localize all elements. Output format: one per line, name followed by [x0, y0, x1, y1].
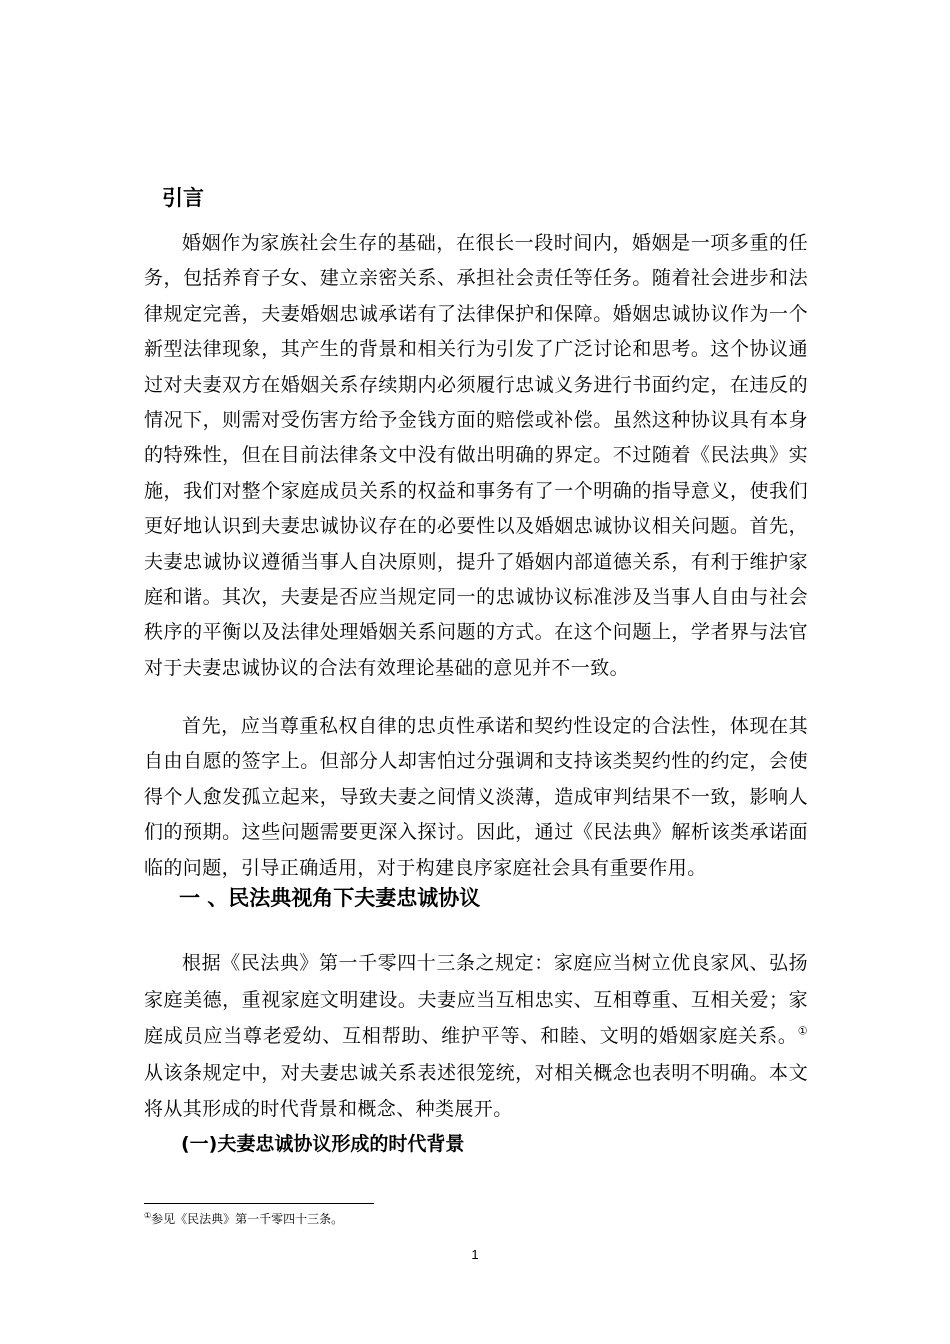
footnote-text: 参见《民法典》第一千零四十三条。: [151, 1212, 344, 1226]
intro-heading: 引言: [162, 186, 204, 210]
intro-paragraph-2: 首先，应当尊重私权自律的忠贞性承诺和契约性设定的合法性，体现在其自由自愿的签字上。但部分人却害怕过分强调和支持该类契约性的约定，会使得个人愈发孤立起来，导致夫妻之间情义淡薄，造成审判结果不一致，影响人们的预期。这些问题需要更深入探讨。因此，通过《民法典》解析该类承诺面临的问题，引导正确适用，对于构建良序家庭社会具有重要作用。: [144, 715, 808, 879]
footnote: [144, 1210, 343, 1228]
footnote-divider: [144, 1203, 374, 1204]
page-number: 1: [471, 1247, 479, 1262]
section-1-paragraph: [144, 945, 808, 1128]
section-1-paragraph-text: 根据《民法典》第一千零四十三条之规定：家庭应当树立优良家风、弘扬家庭美德，重视家庭文明建设。夫妻应当互相忠实、互相尊重、互相关爱；家庭成员应当尊老爱幼、互相帮助、维护平等、和睦、文明的婚姻家庭关系。: [144, 952, 808, 1048]
footnote-reference[interactable]: ①: [797, 1024, 808, 1038]
section-1-heading: 一 、民法典视角下夫妻忠诚协议: [179, 886, 481, 910]
section-1-subheading: (一)夫妻忠诚协议形成的时代背景: [181, 1133, 465, 1155]
section-1-paragraph-text-after: 从该条规定中，对夫妻忠诚关系表述很笼统，对相关概念也表明不明确。本文将从其形成的时代背景和概念、种类展开。: [144, 1061, 808, 1121]
footnote-mark: ①: [144, 1211, 152, 1220]
intro-paragraph-1: 婚姻作为家族社会生存的基础，在很长一段时间内，婚姻是一项多重的任务，包括养育子女、建立亲密关系、承担社会责任等任务。随着社会进步和法律规定完善，夫妻婚姻忠诚承诺有了法律保护和保障。婚姻忠诚协议作为一个新型法律现象，其产生的背景和相关行为引发了广泛讨论和思考。这个协议通过对夫妻双方在婚姻关系存续期内必须履行忠诚义务进行书面约定，在违反的情况下，则需对受伤害方给予金钱方面的赔偿或补偿。虽然这种协议具有本身的特殊性，但在目前法律条文中没有做出明确的界定。不过随着《民法典》实施，我们对整个家庭成员关系的权益和事务有了一个明确的指导意义，使我们更好地认识到夫妻忠诚协议存在的必要性以及婚姻忠诚协议相关问题。首先，夫妻忠诚协议遵循当事人自决原则，提升了婚姻内部道德关系，有利于维护家庭和谐。其次，夫妻是否应当规定同一的忠诚协议标准涉及当事人自由与社会秩序的平衡以及法律处理婚姻关系问题的方式。在这个问题上，学者界与法官对于夫妻忠诚协议的合法有效理论基础的意见并不一致。: [144, 232, 808, 679]
